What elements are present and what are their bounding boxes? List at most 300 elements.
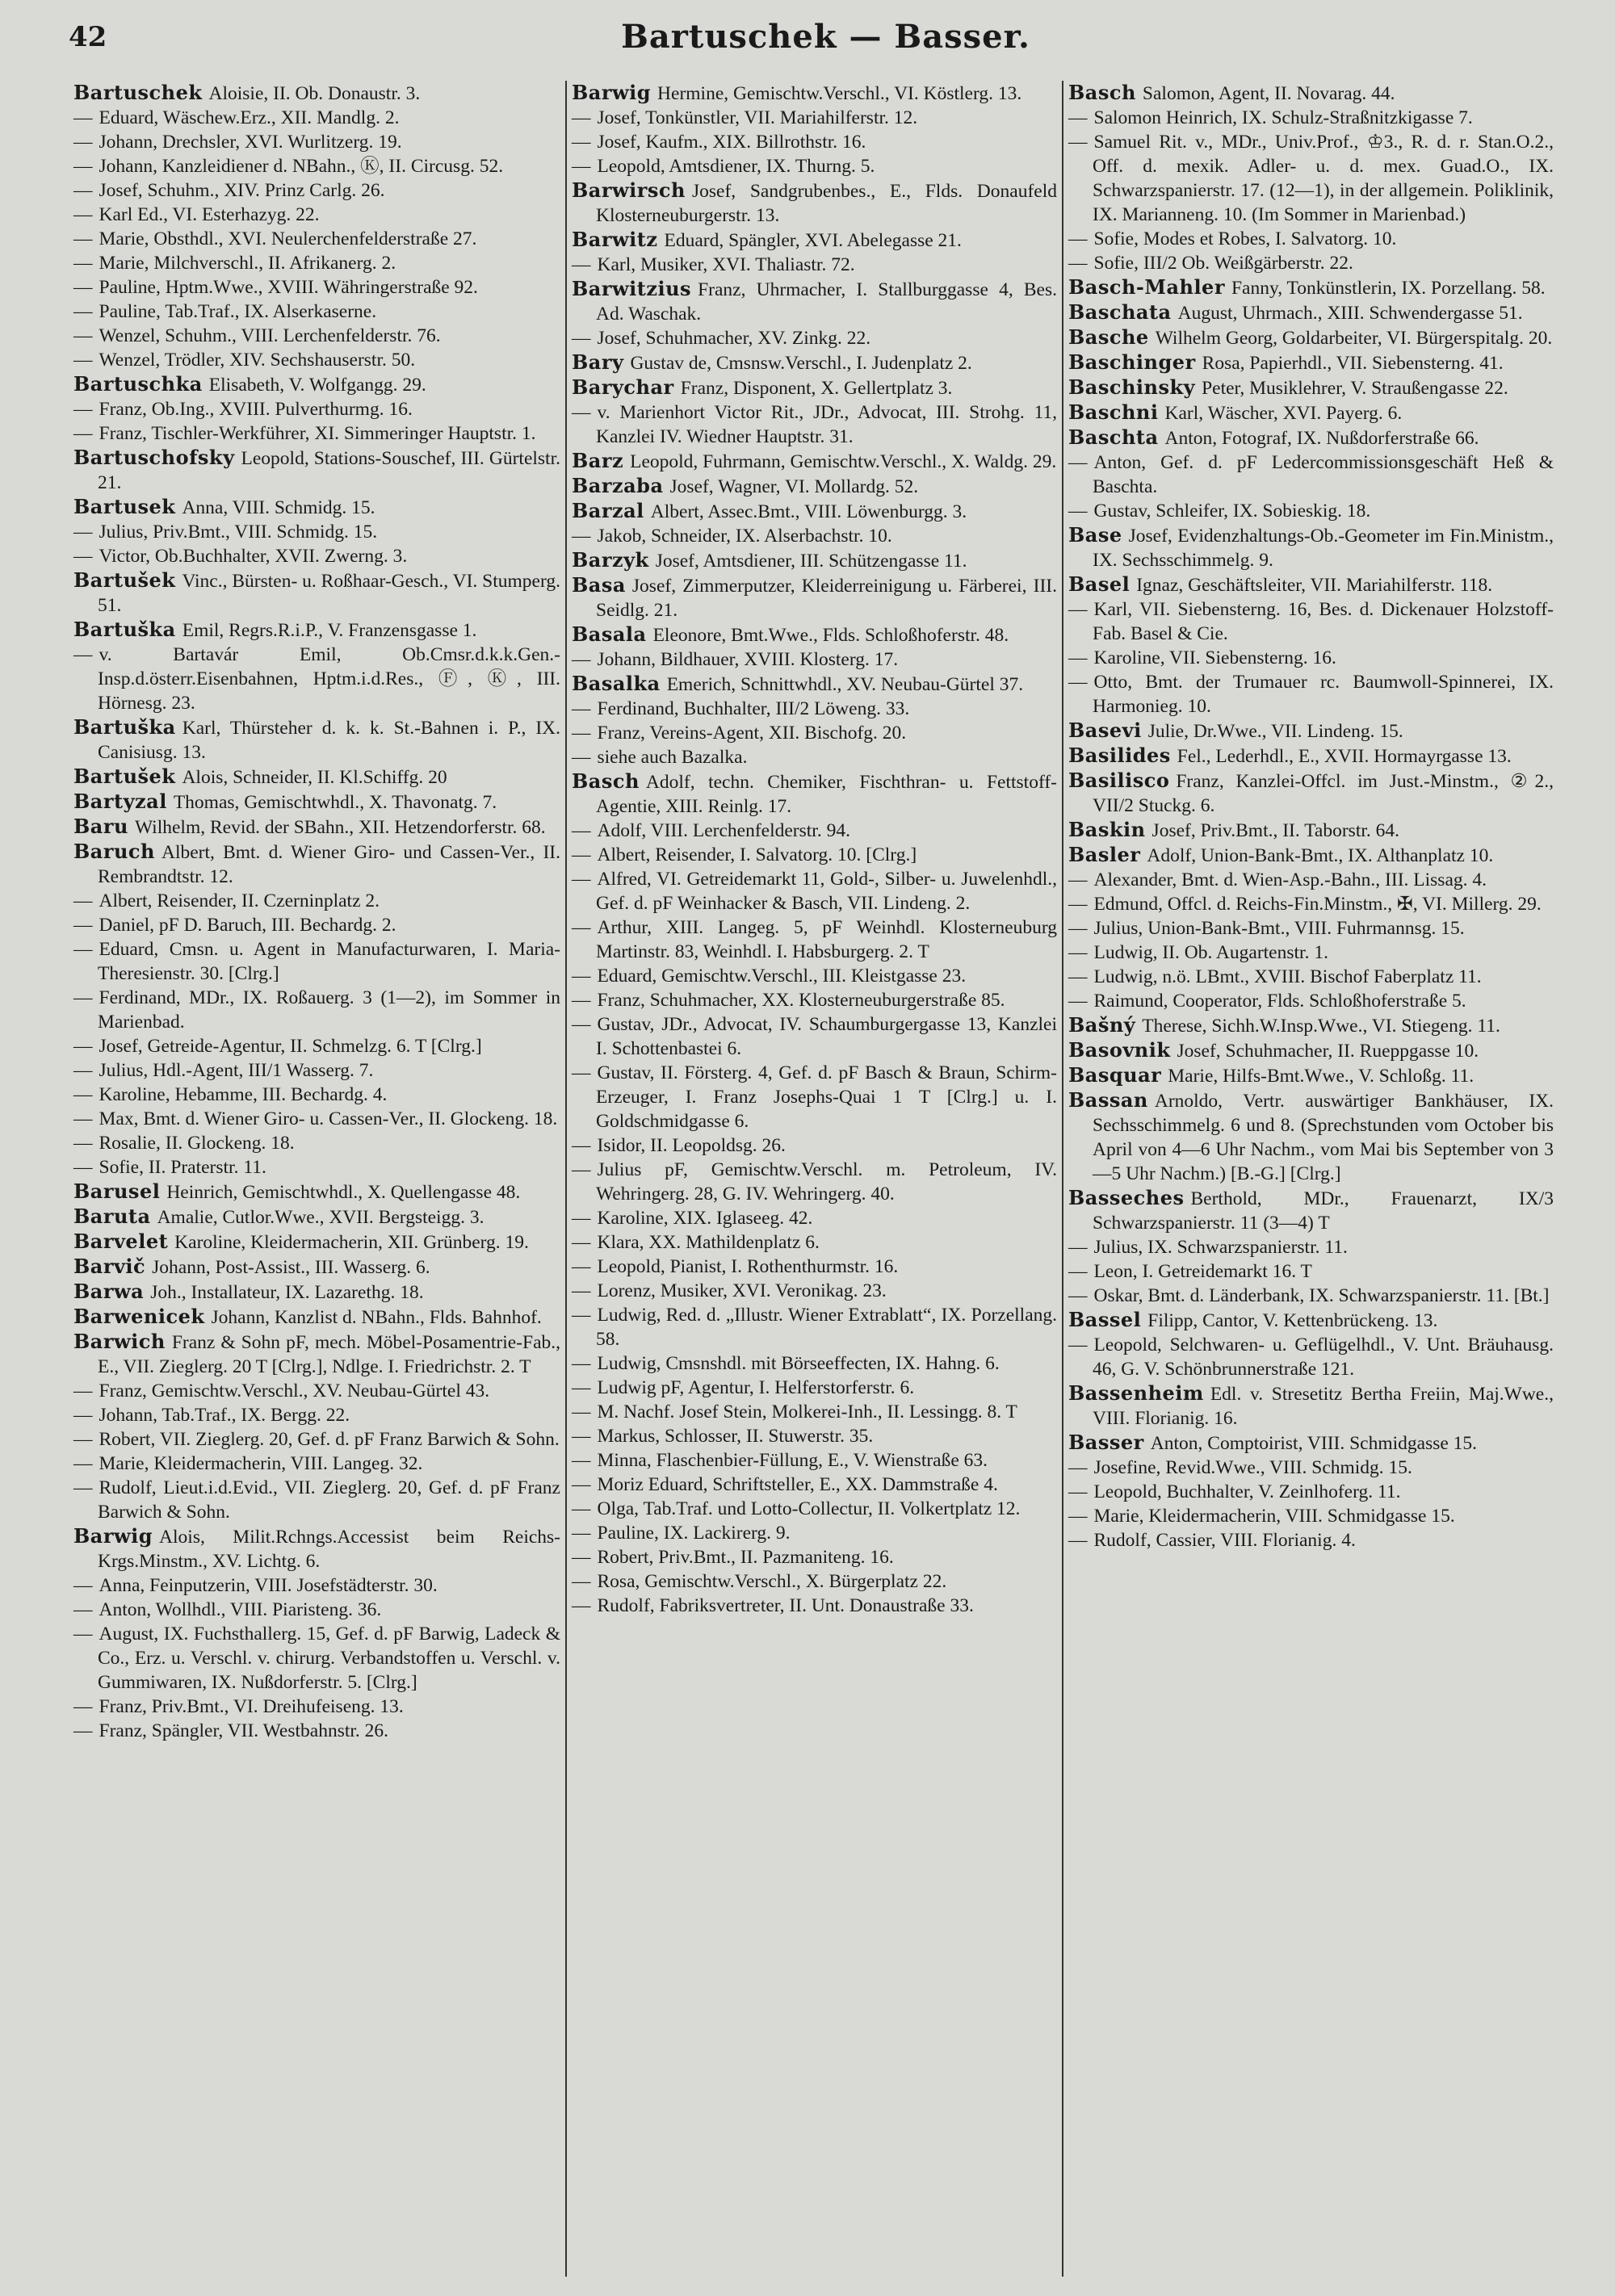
entry-details: Ignaz, Geschäftsleiter, VII. Mariahilferstr. 118. <box>1136 575 1493 596</box>
directory-entry <box>1068 1186 1554 1235</box>
repeat-dash: — <box>73 546 93 567</box>
directory-entry <box>572 524 1057 548</box>
entry-details: Julius, Union-Bank-Bmt., VIII. Fuhrmannsg. 15. <box>1093 918 1465 939</box>
directory-entry <box>572 1255 1057 1279</box>
directory-entry <box>572 1279 1057 1303</box>
directory-entry <box>1068 1013 1554 1038</box>
entry-details: Robert, Priv.Bmt., II. Pazmaniteng. 16. <box>597 1547 894 1568</box>
entry-surname: Barwig <box>73 1524 153 1548</box>
directory-entry <box>572 819 1057 843</box>
entry-details: Wilhelm Georg, Goldarbeiter, VI. Bürgerspitalg. 20. <box>1155 328 1553 349</box>
directory-entry <box>572 154 1057 178</box>
directory-entry <box>1068 1480 1554 1504</box>
repeat-dash: — <box>572 1595 591 1616</box>
repeat-dash: — <box>1068 253 1088 274</box>
repeat-dash: — <box>1068 894 1088 915</box>
entry-details: Johann, Kanzlist d. NBahn., Flds. Bahnhof. <box>211 1307 542 1328</box>
repeat-dash: — <box>1068 228 1088 249</box>
repeat-dash: — <box>73 107 93 128</box>
entry-surname: Barvič <box>73 1255 146 1278</box>
repeat-dash: — <box>572 1208 591 1229</box>
repeat-dash: — <box>73 204 93 225</box>
entry-details: Marie, Kleidermacherin, VIII. Langeg. 32. <box>99 1453 423 1474</box>
directory-entry <box>572 1424 1057 1448</box>
entry-surname: Barzaba <box>572 474 664 497</box>
repeat-dash: — <box>73 1624 93 1644</box>
directory-entry <box>572 253 1057 277</box>
directory-entry <box>73 889 560 913</box>
repeat-dash: — <box>73 1696 93 1717</box>
directory-entry <box>73 643 560 715</box>
directory-entry <box>73 348 560 372</box>
entry-surname: Barwa <box>73 1280 145 1303</box>
entry-details: Berthold, MDr., Frauenarzt, IX/3 Schwarzspanierstr. 11 (3—4) T <box>1093 1188 1554 1234</box>
entry-surname: Basevi <box>1068 719 1142 742</box>
directory-entry <box>1068 300 1554 325</box>
entry-details: Franz, Tischler-Werkführer, XI. Simmeringer Hauptstr. 1. <box>99 423 536 444</box>
entry-surname: Basler <box>1068 843 1141 866</box>
entry-details: Ferdinand, MDr., IX. Roßauerg. 3 (1—2), im Sommer in Marienbad. <box>98 987 560 1033</box>
repeat-dash: — <box>73 1060 93 1081</box>
directory-entry <box>73 1330 560 1379</box>
repeat-dash: — <box>73 228 93 249</box>
entry-details: Emil, Regrs.R.i.P., V. Franzensgasse 1. <box>182 620 477 641</box>
entry-surname: Baschinsky <box>1068 375 1196 399</box>
entry-details: Franz, Gemischtw.Verschl., XV. Neubau-Gürtel 43. <box>99 1381 490 1401</box>
repeat-dash: — <box>572 723 591 744</box>
directory-entry <box>73 1476 560 1524</box>
directory-entry <box>73 1255 560 1280</box>
entry-details: Josef, Schuhmacher, II. Rueppgasse 10. <box>1177 1041 1479 1062</box>
directory-entry <box>1068 965 1554 989</box>
repeat-dash: — <box>572 254 591 275</box>
repeat-dash: — <box>572 1401 591 1422</box>
entry-details: Julius, Hdl.-Agent, III/1 Wasserg. 7. <box>99 1060 374 1081</box>
repeat-dash: — <box>572 1474 591 1495</box>
entry-surname: Barvelet <box>73 1230 169 1253</box>
directory-entry <box>572 697 1057 721</box>
repeat-dash: — <box>572 1305 591 1326</box>
directory-entry <box>1068 325 1554 350</box>
repeat-dash: — <box>572 1498 591 1519</box>
entry-details: Otto, Bmt. der Trumauer rc. Baumwoll-Spinnerei, IX. Harmonieg. 10. <box>1093 672 1554 717</box>
repeat-dash: — <box>1068 672 1088 693</box>
column-3 <box>1062 81 1558 2277</box>
entry-details: Emerich, Schnittwhdl., XV. Neubau-Gürtel 37. <box>666 674 1024 695</box>
directory-entry <box>572 1376 1057 1400</box>
entry-details: Franz, Schuhmacher, XX. Klosterneuburgerstraße 85. <box>597 990 1005 1011</box>
repeat-dash: — <box>73 1429 93 1450</box>
directory-entry <box>572 499 1057 524</box>
directory-entry <box>73 397 560 421</box>
entry-details: Vinc., Bürsten- u. Roßhaar-Gesch., VI. Stumperg. 51. <box>98 571 560 616</box>
entry-surname: Basch <box>572 769 640 793</box>
entry-details: Eduard, Gemischtw.Verschl., III. Kleistgasse 23. <box>597 966 967 987</box>
entry-details: Salomon Heinrich, IX. Schulz-Straßnitzkigasse 7. <box>1093 107 1473 128</box>
entry-details: Wenzel, Schuhm., VIII. Lerchenfelderstr. 76. <box>99 325 441 346</box>
repeat-dash: — <box>572 156 591 177</box>
directory-entry <box>572 1230 1057 1255</box>
repeat-dash: — <box>572 1426 591 1447</box>
repeat-dash: — <box>73 1381 93 1401</box>
directory-entry <box>572 843 1057 867</box>
entry-details: Josef, Zimmerputzer, Kleiderreinigung u. Färberei, III. Seidlg. 21. <box>596 576 1057 621</box>
entry-details: Leon, I. Getreidemarkt 16. T <box>1093 1261 1312 1282</box>
directory-entry <box>572 1545 1057 1569</box>
repeat-dash: — <box>73 644 93 665</box>
entry-details: Karoline, VII. Siebensterng. 16. <box>1093 647 1336 668</box>
entry-details: Isidor, II. Leopoldsg. 26. <box>597 1135 786 1156</box>
repeat-dash: — <box>73 1453 93 1474</box>
entry-details: Julius, IX. Schwarzspanierstr. 11. <box>1093 1237 1348 1258</box>
page-title: Bartuschek — Basser. <box>621 18 1030 56</box>
repeat-dash: — <box>73 939 93 960</box>
entry-surname: Basalka <box>572 672 661 695</box>
directory-entry <box>1068 400 1554 425</box>
entry-details: Eleonore, Bmt.Wwe., Flds. Schloßhoferstr. 48. <box>652 625 1009 646</box>
repeat-dash: — <box>1068 452 1088 473</box>
entry-details: Ludwig, Cmsnshdl. mit Börseeffecten, IX. Hahng. 6. <box>597 1353 1000 1374</box>
entry-details: Eduard, Wäschew.Erz., XII. Mandlg. 2. <box>99 107 400 128</box>
entry-details: Aloisie, II. Ob. Donaustr. 3. <box>208 83 421 104</box>
entry-details: Alois, Milit.Rchngs.Accessist beim Reichs-Krgs.Minstm., XV. Lichtg. 6. <box>98 1527 560 1572</box>
repeat-dash: — <box>572 844 591 865</box>
entry-details: Anton, Wollhdl., VIII. Piaristeng. 36. <box>99 1599 382 1620</box>
repeat-dash: — <box>73 423 93 444</box>
directory-entry <box>1068 670 1554 719</box>
directory-entry <box>572 1521 1057 1545</box>
entry-details: Ludwig pF, Agentur, I. Helferstorferstr. 6. <box>597 1377 915 1398</box>
directory-entry <box>572 769 1057 819</box>
entry-details: Josef, Amtsdiener, III. Schützengasse 11. <box>655 551 967 572</box>
directory-entry <box>1068 251 1554 275</box>
entry-details: Marie, Milchverschl., II. Afrikanerg. 2. <box>99 253 396 274</box>
entry-details: Leopold, Amtsdiener, IX. Thurng. 5. <box>597 156 875 177</box>
entry-details: Johann, Tab.Traf., IX. Bergg. 22. <box>99 1405 350 1426</box>
directory-entry <box>572 277 1057 326</box>
entry-details: Robert, VII. Zieglerg. 20, Gef. d. pF Franz Barwich & Sohn. <box>99 1429 560 1450</box>
entry-details: Rosa, Gemischtw.Verschl., X. Bürgerplatz 22. <box>597 1571 947 1592</box>
directory-entry <box>73 520 560 544</box>
directory-entry <box>572 375 1057 400</box>
entry-details: Johann, Drechsler, XVI. Wurlitzerg. 19. <box>99 132 402 153</box>
repeat-dash: — <box>572 1256 591 1277</box>
entry-details: Albert, Bmt. d. Wiener Giro- und Cassen-Ver., II. Rembrandtstr. 12. <box>98 842 560 887</box>
entry-details: Wilhelm, Revid. der SBahn., XII. Hetzendorferstr. 68. <box>134 817 546 838</box>
entry-surname: Basovnik <box>1068 1038 1171 1062</box>
directory-entry <box>73 1622 560 1695</box>
entry-surname: Barwich <box>73 1330 166 1353</box>
entry-surname: Basche <box>1068 325 1149 349</box>
entry-details: Albert, Reisender, II. Czerninplatz 2. <box>99 890 380 911</box>
repeat-dash: — <box>73 1599 93 1620</box>
repeat-dash: — <box>1068 107 1088 128</box>
repeat-dash: — <box>73 890 93 911</box>
entry-details: Julie, Dr.Wwe., VII. Lindeng. 15. <box>1147 721 1403 742</box>
directory-entry <box>73 446 560 495</box>
entry-surname: Bartyzal <box>73 790 167 813</box>
entry-details: Raimund, Cooperator, Flds. Schloßhoferstraße 5. <box>1093 991 1466 1012</box>
directory-entry <box>572 548 1057 573</box>
repeat-dash: — <box>572 869 591 890</box>
column-2 <box>565 81 1062 2277</box>
entry-surname: Barwenicek <box>73 1305 205 1328</box>
repeat-dash: — <box>572 1547 591 1568</box>
entry-details: Karoline, Kleidermacherin, XII. Grünberg. 19. <box>174 1232 529 1253</box>
entry-details: Rosalie, II. Glockeng. 18. <box>99 1133 295 1154</box>
repeat-dash: — <box>73 1720 93 1741</box>
directory-entry <box>73 1107 560 1131</box>
entry-details: Wenzel, Trödler, XIV. Sechshauserstr. 50. <box>99 350 416 371</box>
entry-details: Franz, Disponent, X. Gellertplatz 3. <box>680 378 953 399</box>
entry-surname: Bassan <box>1068 1088 1148 1112</box>
entry-details: Sofie, Modes et Robes, I. Salvatorg. 10. <box>1093 228 1397 249</box>
repeat-dash: — <box>73 1575 93 1596</box>
entry-details: Minna, Flaschenbier-Füllung, E., V. Wienstraße 63. <box>597 1450 988 1471</box>
entry-details: Johann, Post-Assist., III. Wasserg. 6. <box>152 1257 430 1278</box>
entry-details: Marie, Hilfs-Bmt.Wwe., V. Schloßg. 11. <box>1168 1066 1474 1087</box>
directory-entry <box>73 1524 560 1573</box>
repeat-dash: — <box>1068 599 1088 620</box>
repeat-dash: — <box>73 253 93 274</box>
entry-details: Anton, Fotograf, IX. Nußdorferstraße 66. <box>1164 428 1479 449</box>
entry-details: Alexander, Bmt. d. Wien-Asp.-Bahn., III. Lissag. 4. <box>1093 869 1487 890</box>
repeat-dash: — <box>572 990 591 1011</box>
repeat-dash: — <box>1068 1334 1088 1355</box>
entry-details: Franz, Ob.Ing., XVIII. Pulverthurmg. 16. <box>99 399 413 420</box>
entry-surname: Bartuschek <box>73 81 203 104</box>
entry-details: Leopold, Selchwaren- u. Geflügelhdl., V. Unt. Bräuhausg. 46, G. V. Schönbrunnerstraße 121. <box>1093 1334 1554 1380</box>
repeat-dash: — <box>1068 501 1088 522</box>
entry-details: Johann, Kanzleidiener d. NBahn., Ⓚ, II. Circusg. 52. <box>99 156 504 177</box>
entry-surname: Bartuška <box>73 618 176 641</box>
directory-entry <box>73 275 560 300</box>
repeat-dash: — <box>572 1571 591 1592</box>
directory-entry <box>73 765 560 790</box>
entry-details: Marie, Obsthdl., XVI. Neulerchenfelderstraße 27. <box>99 228 477 249</box>
directory-entry <box>1068 1259 1554 1284</box>
entry-details: August, IX. Fuchsthallerg. 15, Gef. d. pF Barwig, Ladeck & Co., Erz. u. Verschl. v. chirurg. Verbandstoffen u. Verschl. v. Gummiwaren, IX. Nußdorferstr. 5. [Clrg.] <box>98 1624 560 1693</box>
directory-entry <box>572 672 1057 697</box>
entry-details: Gustav, Schleifer, IX. Sobieskig. 18. <box>1093 501 1371 522</box>
entry-details: Edl. v. Stresetitz Bertha Freiin, Maj.Wwe., VIII. Florianig. 16. <box>1093 1384 1554 1429</box>
entry-details: Gustav, II. Försterg. 4, Gef. d. pF Basch & Braun, Schirm-Erzeuger, I. Franz Josephs-Quai 1 T [Clrg.] u. I. Goldschmidgasse 6. <box>596 1062 1057 1132</box>
entry-details: Josef, Wagner, VI. Mollardg. 52. <box>669 476 919 497</box>
repeat-dash: — <box>73 325 93 346</box>
entry-surname: Basa <box>572 573 626 597</box>
page-number: 42 <box>69 21 107 53</box>
repeat-dash: — <box>73 1036 93 1057</box>
directory-entry <box>572 1133 1057 1158</box>
entry-surname: Basilisco <box>1068 769 1170 792</box>
directory-entry <box>1068 1308 1554 1333</box>
directory-entry <box>572 988 1057 1012</box>
directory-entry <box>73 1452 560 1476</box>
directory-entry <box>73 1034 560 1058</box>
directory-entry <box>1068 941 1554 965</box>
repeat-dash: — <box>73 522 93 543</box>
directory-entry <box>73 1131 560 1155</box>
entry-details: Gustav de, Cmsnsw.Verschl., I. Judenplatz 2. <box>630 353 972 374</box>
directory-entry <box>73 1598 560 1622</box>
entry-details: Rosa, Papierhdl., VII. Siebensterng. 41. <box>1202 353 1504 374</box>
entry-surname: Barwitzius <box>572 277 692 300</box>
repeat-dash: — <box>73 1477 93 1498</box>
directory-entry <box>73 1719 560 1743</box>
entry-details: Leopold, Buchhalter, V. Zeinlhoferg. 11. <box>1093 1481 1401 1502</box>
directory-entry <box>73 840 560 889</box>
repeat-dash: — <box>1068 942 1088 963</box>
directory-entry <box>572 1473 1057 1497</box>
entry-details: Josef, Getreide-Agentur, II. Schmelzg. 6. T [Clrg.] <box>99 1036 482 1057</box>
entry-details: Rudolf, Fabriksvertreter, II. Unt. Donaustraße 33. <box>597 1595 974 1616</box>
directory-entry <box>572 326 1057 350</box>
entry-details: Olga, Tab.Traf. und Lotto-Collectur, II. Volkertplatz 12. <box>597 1498 1021 1519</box>
entry-details: Franz, Kanzlei-Offcl. im Just.-Minstm., ②2., VII/2 Stuckg. 6. <box>1093 771 1554 816</box>
directory-entry <box>572 1158 1057 1206</box>
repeat-dash: — <box>1068 1457 1088 1478</box>
directory-entry <box>73 1403 560 1427</box>
directory-entry <box>572 1012 1057 1061</box>
entry-details: Alfred, VI. Getreidemarkt 11, Gold-, Silber- u. Juwelenhdl., Gef. d. pF Weinhacker & Basch, VII. Lindeng. 2. <box>596 869 1057 914</box>
entry-surname: Baschata <box>1068 300 1172 324</box>
directory-entry <box>73 81 560 106</box>
entry-details: Pauline, IX. Lackirerg. 9. <box>597 1523 791 1544</box>
directory-entry <box>1068 892 1554 916</box>
directory-entry <box>1068 916 1554 941</box>
repeat-dash: — <box>572 1062 591 1083</box>
repeat-dash: — <box>572 1450 591 1471</box>
entry-surname: Baruta <box>73 1205 151 1228</box>
entry-surname: Barwirsch <box>572 178 686 202</box>
directory-entry <box>1068 450 1554 499</box>
repeat-dash: — <box>73 350 93 371</box>
entry-details: Julius, Priv.Bmt., VIII. Schmidg. 15. <box>99 522 378 543</box>
directory-entry <box>73 790 560 815</box>
directory-entry <box>73 1205 560 1230</box>
directory-entry <box>73 1379 560 1403</box>
entry-details: Karl, Musiker, XVI. Thaliastr. 72. <box>597 254 855 275</box>
entry-details: Edmund, Offcl. d. Reichs-Fin.Minstm., ✠, VI. Millerg. 29. <box>1093 894 1542 915</box>
repeat-dash: — <box>572 1280 591 1301</box>
entry-details: Markus, Schlosser, II. Stuwerstr. 35. <box>597 1426 874 1447</box>
repeat-dash: — <box>572 526 591 547</box>
directory-entry <box>73 421 560 446</box>
directory-entry <box>73 227 560 251</box>
directory-entry <box>73 1083 560 1107</box>
entry-details: Salomon, Agent, II. Novarag. 44. <box>1142 83 1395 104</box>
directory-entry <box>572 81 1057 106</box>
directory-entry <box>572 1497 1057 1521</box>
directory-entry <box>73 1058 560 1083</box>
entry-details: Oskar, Bmt. d. Länderbank, IX. Schwarzspanierstr. 11. [Bt.] <box>1093 1285 1550 1306</box>
directory-entry <box>73 154 560 178</box>
repeat-dash: — <box>572 402 591 423</box>
directory-entry <box>73 986 560 1034</box>
column-1 <box>69 81 565 2277</box>
directory-entry <box>572 1594 1057 1618</box>
entry-details: Elisabeth, V. Wolfgangg. 29. <box>208 375 426 396</box>
entry-details: Amalie, Cutlor.Wwe., XVII. Bergsteigg. 3. <box>157 1207 484 1228</box>
entry-details: Pauline, Tab.Traf., IX. Alserkaserne. <box>99 301 377 322</box>
entry-details: Josef, Schuhm., XIV. Prinz Carlg. 26. <box>99 180 385 201</box>
entry-surname: Bartušek <box>73 568 176 592</box>
entry-details: Leopold, Stations-Souschef, III. Gürtelstr. 21. <box>98 448 560 493</box>
repeat-dash: — <box>73 1108 93 1129</box>
directory-entry <box>73 106 560 130</box>
directory-entry <box>1068 744 1554 769</box>
entry-details: Therese, Sichh.W.Insp.Wwe., VI. Stiegeng. 11. <box>1142 1016 1500 1037</box>
directory-entry <box>1068 597 1554 646</box>
directory-entry <box>1068 523 1554 572</box>
entry-details: Alois, Schneider, II. Kl.Schiffg. 20 <box>182 767 447 788</box>
entry-surname: Barz <box>572 449 624 472</box>
repeat-dash: — <box>1068 966 1088 987</box>
entry-surname: Barzal <box>572 499 644 522</box>
repeat-dash: — <box>1068 1481 1088 1502</box>
directory-entry <box>572 178 1057 228</box>
entry-details: Ferdinand, Buchhalter, III/2 Löweng. 33. <box>597 698 910 719</box>
directory-entry <box>1068 1528 1554 1552</box>
repeat-dash: — <box>572 1353 591 1374</box>
entry-surname: Bary <box>572 350 624 374</box>
entry-surname: Baru <box>73 815 128 838</box>
directory-entry <box>1068 1381 1554 1431</box>
repeat-dash: — <box>73 301 93 322</box>
entry-details: Rudolf, Lieut.i.d.Evid., VII. Zieglerg. 20, Gef. d. pF Franz Barwich & Sohn. <box>98 1477 560 1523</box>
directory-entry <box>572 1061 1057 1133</box>
entry-details: Adolf, techn. Chemiker, Fischthran- u. Fettstoff-Agentie, XIII. Reinlg. 17. <box>596 772 1057 817</box>
entry-surname: Barwitz <box>572 228 658 251</box>
directory-entry <box>572 1351 1057 1376</box>
repeat-dash: — <box>73 399 93 420</box>
entry-surname: Basser <box>1068 1431 1144 1454</box>
entry-details: Ludwig, II. Ob. Augartenstr. 1. <box>1093 942 1328 963</box>
directory-entry <box>1068 1088 1554 1186</box>
repeat-dash: — <box>572 1159 591 1180</box>
repeat-dash: — <box>572 1135 591 1156</box>
repeat-dash: — <box>572 132 591 153</box>
entry-details: Josef, Evidenzhaltungs-Ob.-Geometer im Fin.Ministm., IX. Sechsschimmelg. 9. <box>1093 526 1554 571</box>
entry-details: Albert, Reisender, I. Salvatorg. 10. [Clrg.] <box>597 844 917 865</box>
entry-details: Victor, Ob.Buchhalter, XVII. Zwerng. 3. <box>99 546 408 567</box>
directory-columns <box>69 81 1587 2277</box>
directory-entry <box>1068 719 1554 744</box>
entry-details: Moriz Eduard, Schriftsteller, E., XX. Dammstraße 4. <box>597 1474 998 1495</box>
directory-entry <box>1068 1038 1554 1063</box>
entry-details: Leopold, Pianist, I. Rothenthurmstr. 16. <box>597 1256 899 1277</box>
entry-details: Franz & Sohn pF, mech. Möbel-Posamentrie-Fab., E., VII. Zieglerg. 20 T [Clrg.], Ndlge. I. Friedrichstr. 2. T <box>98 1332 560 1377</box>
entry-details: Franz, Spängler, VII. Westbahnstr. 26. <box>99 1720 389 1741</box>
entry-details: Arnoldo, Vertr. auswärtiger Bankhäuser, IX. Sechsschimmelg. 6 und 8. (Sprechstunden vom October bis April von 4—6 Uhr Nachm., vom Mai bis September von 3—5 Uhr Nachm.) [B.-G.] [Clrg.] <box>1093 1091 1554 1184</box>
repeat-dash: — <box>572 747 591 768</box>
entry-details: Josef, Kaufm., XIX. Billrothstr. 16. <box>597 132 866 153</box>
entry-details: Julius pF, Gemischtw.Verschl. m. Petroleum, IV. Wehringerg. 28, G. IV. Wehringerg. 40. <box>596 1159 1057 1205</box>
repeat-dash: — <box>73 1157 93 1178</box>
entry-details: August, Uhrmach., XIII. Schwendergasse 51. <box>1177 303 1523 324</box>
directory-entry <box>572 867 1057 915</box>
entry-details: Franz, Uhrmacher, I. Stallburggasse 4, Bes. Ad. Waschak. <box>596 279 1057 325</box>
repeat-dash: — <box>572 107 591 128</box>
repeat-dash: — <box>1068 1530 1088 1551</box>
entry-surname: Bartuschka <box>73 372 203 396</box>
directory-entry <box>1068 1063 1554 1088</box>
repeat-dash: — <box>73 987 93 1008</box>
entry-surname: Bassenheim <box>1068 1381 1204 1405</box>
entry-surname: Bartuška <box>73 715 176 739</box>
entry-details: Arthur, XIII. Langeg. 5, pF Weinhdl. Klosterneuburg Martinstr. 83, Weinhdl. I. Habsburgerg. 2. T <box>596 917 1057 962</box>
repeat-dash: — <box>73 1084 93 1105</box>
